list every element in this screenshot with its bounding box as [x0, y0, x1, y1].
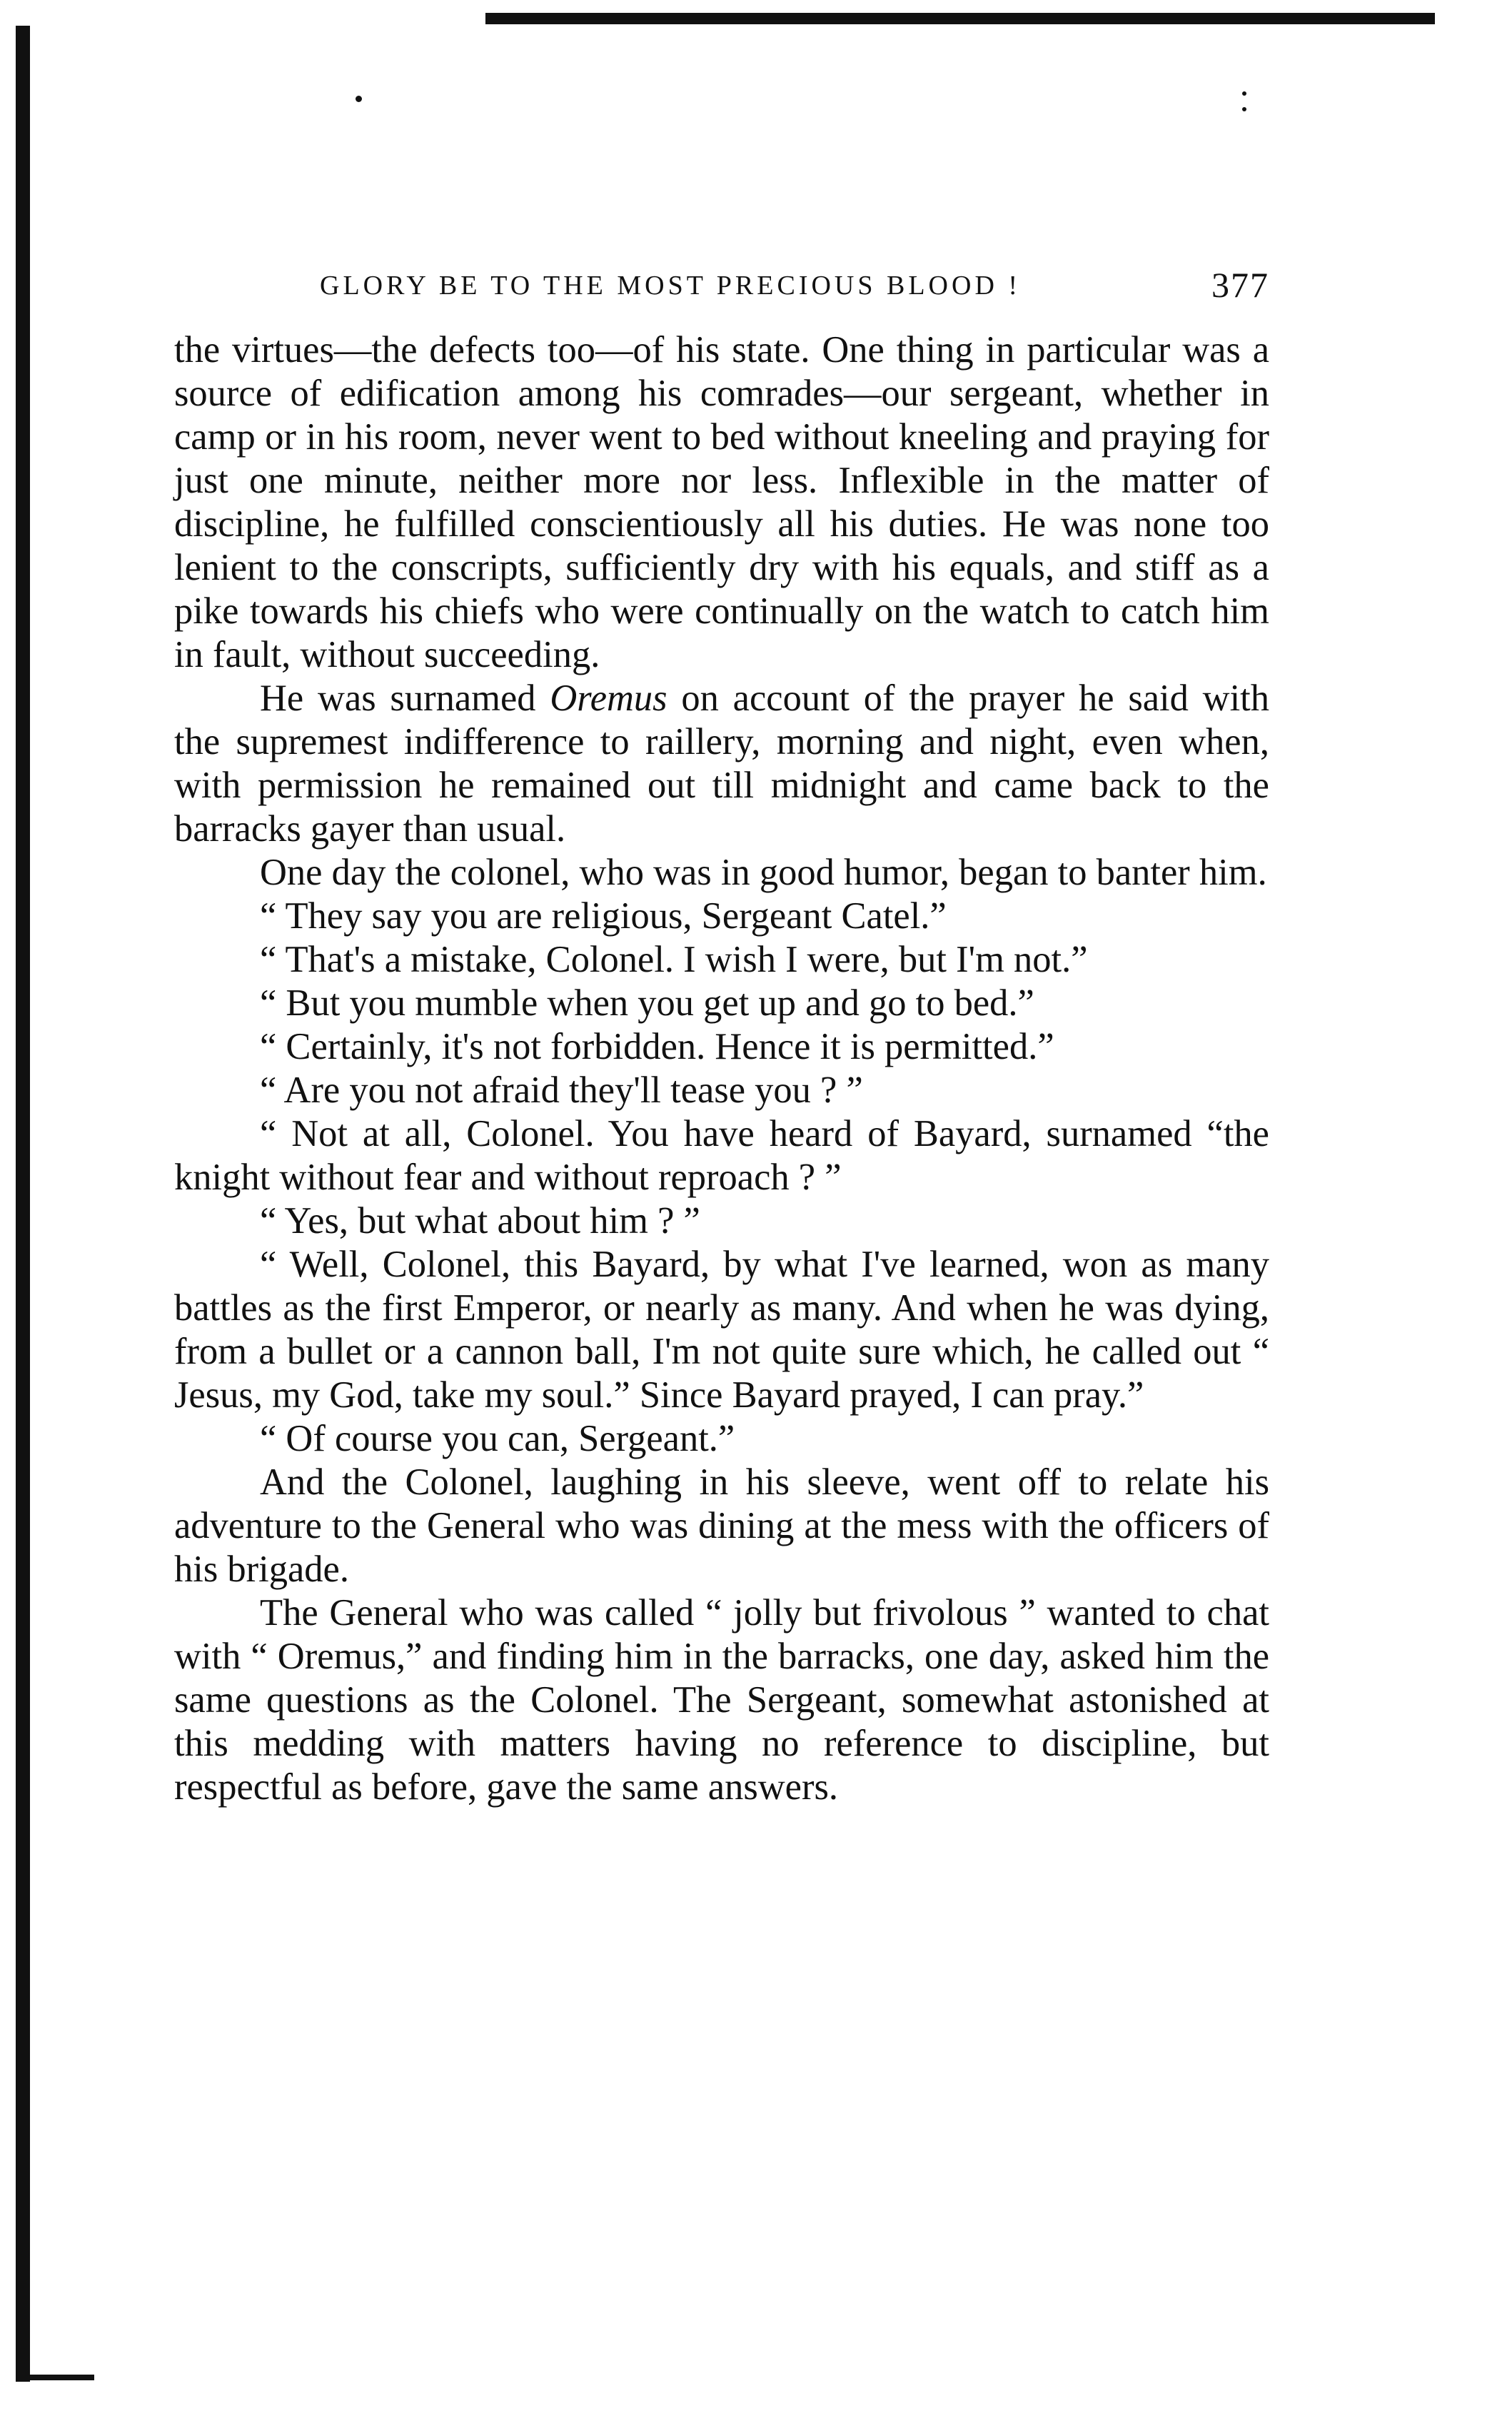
page-number: 377 — [1211, 265, 1269, 305]
italic-nickname: Oremus — [550, 678, 667, 719]
dialogue-line: “ Yes, but what about him ? ” — [260, 1200, 700, 1242]
dialogue-line: “ Are you not afraid they'll tease you ? ” — [260, 1069, 863, 1111]
paragraph: And the Colonel, laughing in his sleeve, went off to relate his adventure to the General who was dining at the mess with the officers of his brigade. — [174, 1461, 1269, 1590]
paragraph: the virtues—the defects too—of his state. One thing in particular was a source of edification among his comrades—our sergeant, whether in camp or in his room, never went to bed without kneeling and praying for just one minute, neither more nor less. Inflexible in the matter of discipline, he fulfilled conscientiously all his duties. He was none too lenient to the conscripts, sufficiently dry with his equals, and stiff as a pike towards his chiefs who were continually on the watch to catch him in fault, without succeeding. — [174, 329, 1269, 675]
paragraph: The General who was called “ jolly but frivolous ” wanted to chat with “ Oremus,” and finding him in the barracks, one day, asked him the same questions as the Colonel. The Sergeant, somewhat astonished at this medding with matters having no reference to discipline, but respectful as before, gave the same answers. — [174, 1592, 1269, 1808]
paragraph-text: He was surnamed — [260, 678, 550, 719]
ink-speck — [356, 96, 362, 102]
paragraph — [174, 677, 1269, 851]
dialogue-line: “ That's a mistake, Colonel. I wish I were, but I'm not.” — [260, 939, 1088, 980]
ink-speck — [1242, 107, 1246, 111]
running-title: GLORY BE TO THE MOST PRECIOUS BLOOD ! — [320, 271, 1022, 301]
left-binding-rule — [16, 26, 30, 2382]
dialogue-line: “ They say you are religious, Sergeant Catel.” — [260, 895, 947, 937]
paragraph: One day the colonel, who was in good humor, began to banter him. — [260, 852, 1267, 893]
ink-speck — [1242, 91, 1246, 96]
bottom-binding-rule — [30, 2375, 94, 2380]
dialogue-line: “ Well, Colonel, this Bayard, by what I've learned, won as many battles as the first Emperor, or nearly as many. And when he was dying, from a bullet or a cannon ball, I'm not quite sure which, he called out “ Jesus, my God, take my soul.” Since Bayard prayed, I can pray.” — [174, 1244, 1269, 1416]
top-rule — [485, 13, 1435, 24]
running-head — [320, 264, 1269, 307]
paragraph-text: on account of the prayer he said with the supremest indifference to raillery, morning and night, even when, with permission he remained out till midnight and came back to the barracks gayer than usual. — [174, 678, 1269, 850]
dialogue-line: “ Not at all, Colonel. You have heard of Bayard, surnamed “the knight without fear and without reproach ? ” — [174, 1113, 1269, 1198]
dialogue-line: “ Certainly, it's not forbidden. Hence it is permitted.” — [260, 1026, 1054, 1067]
body-text — [174, 328, 1269, 1809]
dialogue-line: “ Of course you can, Sergeant.” — [260, 1418, 735, 1459]
dialogue-line: “ But you mumble when you get up and go to bed.” — [260, 982, 1034, 1024]
